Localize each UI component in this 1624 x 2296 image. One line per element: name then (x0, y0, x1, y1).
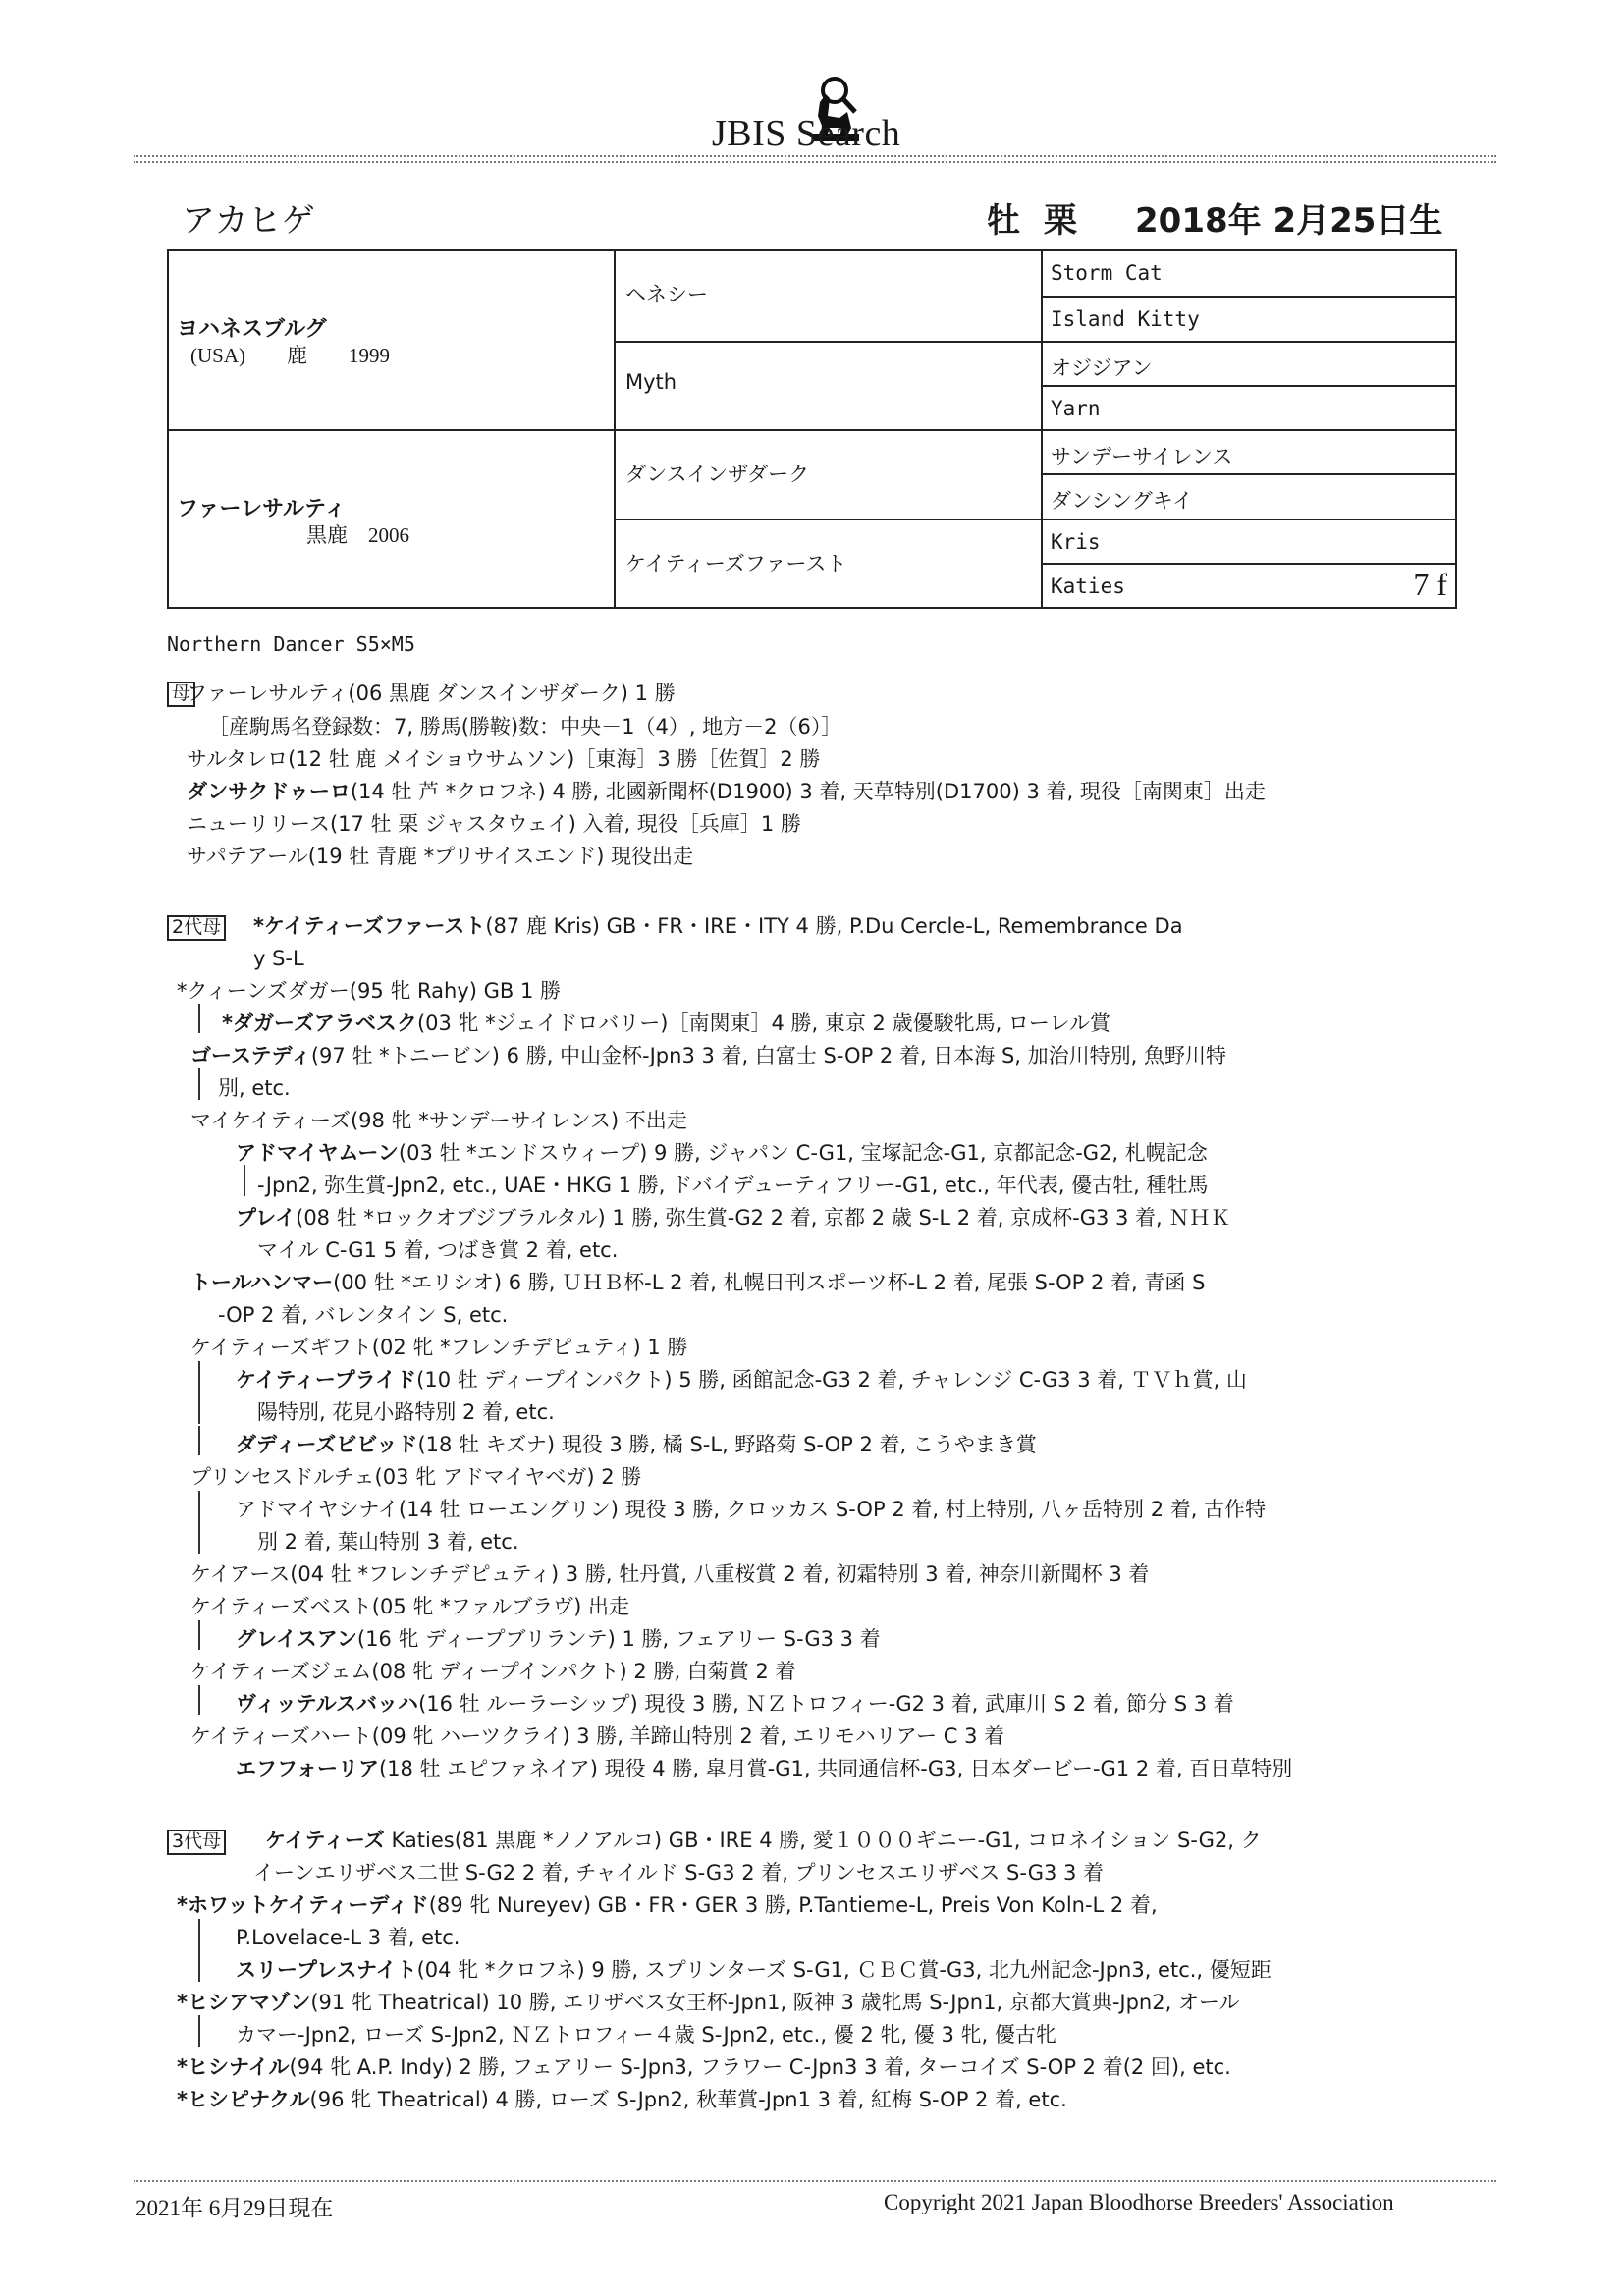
record-line: ニューリリース(17 牡 栗 ジャスタウェイ) 入着, 現役［兵庫］1 勝 (187, 812, 801, 836)
family-number: 7 f (1413, 566, 1447, 602)
pedigree-sire-cell (169, 251, 614, 429)
record-line: ヴィッテルスバッハ(16 牡 ルーラーシップ) 現役 3 勝, ＮＺトロフィー-G2 3 着, 武庫川 S 2 着, 節分 S 3 着 (236, 1692, 1234, 1716)
record-line: *ヒシナイル(94 牝 A.P. Indy) 2 勝, フェアリー S-Jpn3, フラワー C-Jpn3 3 着, ターコイズ S-OP 2 着(2 回), etc. (177, 2055, 1231, 2079)
logo-jbis: JBIS (712, 113, 786, 154)
pedigree-gen2-cell: ダンスインザダーク (616, 429, 1041, 519)
record-line: プレイ(08 牡 *ロックオブジブラルタル) 1 勝, 弥生賞-G2 2 着, 京都 2 歳 S-L 2 着, 京成杯-G3 3 着, ＮＨＫ (236, 1206, 1231, 1230)
tree-connector (198, 1361, 200, 1424)
record-line: ケイティープライド(10 牡 ディープインパクト) 5 勝, 函館記念-G3 2 着, チャレンジ C-G3 3 着, ＴＶｈ賞, 山 (236, 1368, 1247, 1392)
header-divider (134, 155, 1496, 157)
tree-connector (198, 1919, 200, 1982)
jbis-search-logo (712, 69, 947, 157)
sire-name: ヨハネスブルグ (177, 317, 327, 342)
record-line: ダディーズビビッド(18 牡 キズナ) 現役 3 勝, 橘 S-L, 野路菊 S-OP 2 着, こうやまき賞 (236, 1433, 1037, 1456)
record-line: P.Lovelace-L 3 着, etc. (236, 1926, 460, 1949)
tree-connector (198, 1004, 200, 1033)
record-line: -OP 2 着, バレンタイン S, etc. (218, 1303, 509, 1327)
record-line: *クィーンズダガー(95 牝 Rahy) GB 1 勝 (177, 979, 562, 1003)
horse-sex: 牡 (987, 201, 1020, 241)
record-line: ［産駒馬名登録数：7, 勝馬(勝鞍)数：中央－1（4）, 地方－2（6）］ (208, 715, 842, 738)
record-line: エフフォーリア(18 牡 エピファネイア) 現役 4 勝, 皐月賞-G1, 共同通信杯-G3, 日本ダービー-G1 2 着, 百日草特別 (236, 1757, 1293, 1780)
record-line: *ダガーズアラベスク(03 牝 *ジェイドロバリー)［南関東］4 勝, 東京 2 歳優駿牝馬, ローレル賞 (222, 1011, 1110, 1035)
record-line: ケイティーズジェム(08 牝 ディープインパクト) 2 勝, 白菊賞 2 着 (190, 1660, 796, 1683)
dam-name: ファーレサルティ (177, 497, 347, 521)
pedigree-gen3-cell: Katies 7 f (1043, 563, 1455, 607)
section-tag-dam: 母 (167, 682, 195, 707)
pedigree-gen2-cell: Myth (616, 341, 1041, 430)
record-line: グレイスアン(16 牝 ディープブリランテ) 1 勝, フェアリー S-G3 3 着 (236, 1627, 881, 1651)
record-line: イーンエリザベス二世 S-G2 2 着, チャイルド S-G3 2 着, プリンセスエリザベス S-G3 3 着 (253, 1861, 1105, 1885)
tree-connector (198, 2015, 200, 2047)
record-line: *ケイティーズファースト(87 鹿 Kris) GB・FR・IRE・ITY 4 勝, P.Du Cercle-L, Remembrance Da (253, 914, 1183, 938)
horse-birthdate: 2018年 2月25日生 (1135, 201, 1443, 241)
record-line: マイケイティーズ(98 牝 *サンデーサイレンス) 不出走 (190, 1109, 687, 1132)
record-line: *ヒシアマゾン(91 牝 Theatrical) 10 勝, エリザベス女王杯-Jpn1, 阪神 3 歳牝馬 S-Jpn1, 京都大賞典-Jpn2, オール (177, 1991, 1240, 2014)
footer-copyright: Copyright 2021 Japan Bloodhorse Breeders' Association (884, 2190, 1394, 2214)
pedigree-gen2-cell: ケイティーズファースト (616, 519, 1041, 608)
pedigree-gen3-cell: Kris (1043, 519, 1455, 563)
pedigree-gen3-cell: Yarn (1043, 385, 1455, 429)
horse-name: アカヒゲ (182, 201, 315, 241)
pedigree-gen3-cell: Storm Cat (1051, 261, 1163, 285)
record-line: スリープレスナイト(04 牝 *クロフネ) 9 勝, スプリンターズ S-G1, ＣＢＣ賞-G3, 北九州記念-Jpn3, etc., 優短距 (236, 1958, 1272, 1982)
record-line: ケイアース(04 牡 *フレンチデピュティ) 3 勝, 牡丹賞, 八重桜賞 2 着, 初霜特別 3 着, 神奈川新聞杯 3 着 (190, 1562, 1150, 1586)
record-line: アドマイヤシナイ(14 牡 ローエングリン) 現役 3 勝, クロッカス S-OP 2 着, 村上特別, 八ヶ岳特別 2 着, 古作特 (236, 1498, 1267, 1521)
section-tag-2nd-dam: 2代母 (167, 915, 226, 941)
pedigree-gen3-cell: Island Kitty (1043, 296, 1455, 340)
tree-connector (198, 1491, 200, 1554)
pedigree-dam-cell (169, 429, 614, 607)
sire-info: (USA) 鹿 1999 (190, 344, 390, 367)
record-line: ケイティーズギフト(02 牝 *フレンチデピュティ) 1 勝 (190, 1336, 688, 1359)
record-line: 別, etc. (218, 1076, 291, 1100)
pedigree-table (167, 249, 1457, 609)
record-line: プリンセスドルチェ(03 牝 アドマイヤベガ) 2 勝 (190, 1465, 642, 1489)
tree-connector (198, 1685, 200, 1715)
pedigree-gen2-cell: ヘネシー (625, 283, 708, 306)
record-line: サパテアール(19 牡 青鹿 *プリサイスエンド) 現役出走 (187, 845, 694, 868)
record-line: カマー-Jpn2, ローズ S-Jpn2, ＮＺトロフィー４歳 S-Jpn2, etc., 優 2 牝, 優 3 牝, 優古牝 (236, 2023, 1056, 2047)
logo-search: Search (795, 113, 901, 154)
dam-info: 黒鹿 2006 (306, 523, 409, 547)
footer-date: 2021年 6月29日現在 (135, 2196, 334, 2220)
pedigree-gen3-cell: ダンシングキイ (1043, 473, 1455, 518)
record-line: *ヒシピナクル(96 牝 Theatrical) 4 勝, ローズ S-Jpn2, 秋華賞-Jpn1 3 着, 紅梅 S-OP 2 着, etc. (177, 2088, 1067, 2111)
record-line: ケイティーズハート(09 牝 ハーツクライ) 3 勝, 羊蹄山特別 2 着, エリモハリアー C 3 着 (190, 1724, 1005, 1748)
pedigree-gen3-cell: サンデーサイレンス (1043, 429, 1455, 473)
record-line: ファーレサルティ(06 黒鹿 ダンスインザダーク) 1 勝 (187, 682, 676, 705)
tree-connector (198, 1426, 200, 1455)
record-line: アドマイヤムーン(03 牡 *エンドスウィープ) 9 勝, ジャパン C-G1, 宝塚記念-G1, 京都記念-G2, 札幌記念 (236, 1141, 1208, 1165)
record-line: 別 2 着, 葉山特別 3 着, etc. (257, 1530, 519, 1554)
record-line: ダンサクドゥーロ(14 牡 芦 *クロフネ) 4 勝, 北國新聞杯(D1900) 3 着, 天草特別(D1700) 3 着, 現役［南関東］出走 (187, 780, 1266, 803)
record-line: ゴーステディ(97 牡 *トニービン) 6 勝, 中山金杯-Jpn3 3 着, 白富士 S-OP 2 着, 日本海 S, 加治川特別, 魚野川特 (190, 1044, 1226, 1067)
record-line: トールハンマー(00 牡 *エリシオ) 6 勝, ＵＨＢ杯-L 2 着, 札幌日刊スポーツ杯-L 2 着, 尾張 S-OP 2 着, 青函 S (190, 1271, 1206, 1294)
record-line: -Jpn2, 弥生賞-Jpn2, etc., UAE・HKG 1 勝, ドバイデューティフリー-G1, etc., 年代表, 優古牡, 種牡馬 (257, 1174, 1209, 1197)
header-divider-2 (134, 161, 1496, 163)
tree-connector (198, 1068, 200, 1100)
pedigree-gen3-cell: オジジアン (1043, 341, 1455, 385)
inbreeding-note: Northern Dancer S5×M5 (167, 632, 415, 656)
record-line: 陽特別, 花見小路特別 2 着, etc. (257, 1400, 555, 1424)
record-line: *ホワットケイティーディド(89 牝 Nureyev) GB・FR・GER 3 勝, P.Tantieme-L, Preis Von Koln-L 2 着, (177, 1893, 1158, 1917)
tree-connector (198, 1620, 200, 1650)
record-line: ケイティーズベスト(05 牝 *ファルブラヴ) 出走 (190, 1595, 630, 1618)
record-line: マイル C-G1 5 着, つばき賞 2 着, etc. (257, 1238, 619, 1262)
tree-connector (244, 1165, 245, 1196)
record-line: サルタレロ(12 牡 鹿 メイショウサムソン)［東海］3 勝［佐賀］2 勝 (187, 747, 821, 771)
record-line: ケイティーズ Katies(81 黒鹿 *ノノアルコ) GB・IRE 4 勝, 愛１０００ギニー-G1, コロネイション S-G2, ク (265, 1829, 1262, 1852)
footer-divider (134, 2180, 1496, 2182)
record-line: y S-L (253, 947, 304, 970)
section-tag-3rd-dam: 3代母 (167, 1830, 226, 1855)
horse-color: 栗 (1044, 201, 1077, 241)
